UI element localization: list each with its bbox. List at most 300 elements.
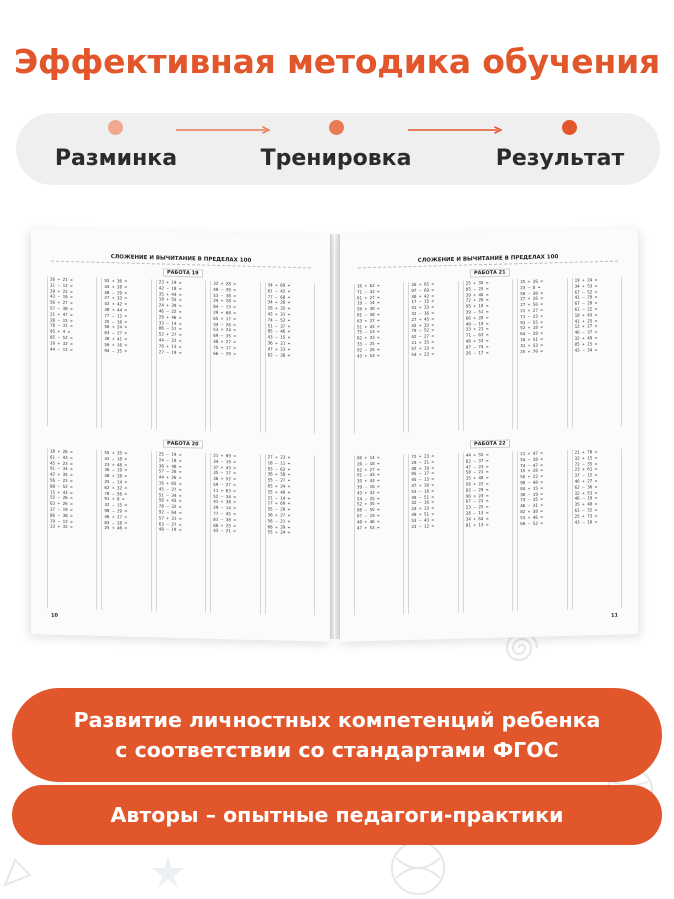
exercise-item: 51 – 37 = [267,322,291,329]
exercise-grid-top [47,276,315,433]
exercise-item: 27 – 19 = [158,348,182,355]
exercise-column [101,278,151,429]
step-label: Разминка [54,146,178,171]
left-page [31,228,331,642]
exercise-item: 34 + 53 = [574,282,598,289]
exercise-item: 52 + 27 = [158,331,182,338]
exercise-item: 27 + 23 = [267,454,291,460]
exercise-item: 46 – 19 = [574,495,598,502]
exercise-item: 94 – 35 = [104,347,128,354]
exercise-item: 44 – 22 = [158,337,182,343]
exercise-item: 45 – 27 = [158,486,182,492]
exercise-item: 45 – 13 = [411,476,435,483]
exercise-item: 35 + 48 = [465,475,489,481]
exercise-item: 38 + 44 = [104,306,128,313]
exercise-item: 23 – 8 = [520,284,541,290]
exercise-column [354,454,404,615]
exercise-item: 56 + 22 = [465,480,489,487]
exercise-item: 55 – 29 = [267,506,291,513]
exercise-item: 81 + 13 = [465,521,489,528]
banner-competencies [12,688,662,782]
exercise-item: 43 + 32 = [357,489,380,496]
exercise-column [572,276,622,427]
exercise-item: 19 + 24 = [574,277,598,283]
exercise-item: 17 + 69 = [267,500,291,507]
exercise-item: 84 – 13 = [213,304,236,310]
exercise-item: 46 + 53 = [465,337,489,344]
step-dot [562,120,577,135]
exercise-item: 59 – 27 = [213,481,236,488]
exercise-item: 56 + 43 = [158,497,182,504]
exercise-item: 25 + 46 = [267,489,291,495]
page-number: 10 [51,612,58,619]
exercise-item: 56 – 21 = [267,518,291,524]
exercise-item: 95 + 10 = [465,303,489,309]
exercise-item: 19 – 14 = [357,300,380,306]
exercise-item: 36 + 21 = [267,340,291,346]
exercise-item: 25 – 19 = [158,451,182,458]
exercise-item: 65 + 24 = [267,483,291,489]
exercise-item: 55 + 36 = [104,277,128,284]
exercise-item: 49 – 51 = [411,493,435,500]
exercise-item: 43 + 53 = [357,352,380,358]
exercise-grid-top [354,276,622,433]
exercise-item: 74 – 47 = [520,462,543,468]
pencil-doodle [0,840,50,890]
exercise-item: 32 + 28 = [213,280,236,287]
exercise-item: 46 + 27 = [574,478,598,484]
exercise-item: 55 – 26 = [50,494,73,501]
exercise-item: 41 + 33 = [411,304,435,311]
page-number: 11 [611,612,618,619]
exercise-item: 63 + 27 = [357,317,380,324]
exercise-item: 97 – 69 = [411,287,435,293]
exercise-item: 33 + 21 = [465,326,489,332]
exercise-item: 72 + 26 = [465,297,489,303]
exercise-item: 33 – 14 = [158,319,182,326]
exercise-item: 62 – 38 = [267,351,291,358]
exercise-grid-bottom [354,448,622,615]
exercise-column [408,453,458,614]
step-dot [108,120,123,135]
exercise-item: 26 + 35 = [267,305,291,312]
exercise-item: 36 + 52 = [213,476,236,482]
exercise-item: 61 – 32 = [574,507,598,513]
exercise-item: 52 + 18 = [520,324,543,331]
exercise-item: 86 – 38 = [50,512,73,518]
exercise-item: 91 – 43 = [357,472,380,478]
exercise-column [572,448,622,609]
exercise-item: 27 + 33 = [104,295,128,301]
exercise-item: 26 + 65 = [411,281,435,288]
exercise-item: 43 – 34 = [574,346,598,353]
exercise-item: 35 + 43 = [357,478,380,484]
exercise-column [156,451,206,612]
exercise-item: 56 + 27 = [50,299,73,306]
exercise-item: 55 – 27 = [267,477,291,484]
exercise-item: 48 + 28 = [104,473,128,479]
exercise-item: 37 + 43 = [213,464,236,471]
exercise-item: 25 + 73 = [574,512,598,519]
exercise-item: 61 – 22 = [574,306,598,312]
exercise-item: 48 + 19 = [411,465,435,471]
exercise-item: 25 – 16 = [104,318,128,325]
exercise-item: 38 – 19 = [520,491,543,497]
exercise-item: 29 + 68 = [213,309,236,316]
exercise-item: 23 – 25 = [465,504,489,510]
exercise-item: 85 – 46 = [267,328,291,335]
exercise-item: 84 + 15 = [520,485,543,491]
exercise-item: 11 + 63 = [213,487,236,494]
exercise-item: 26 + 21 = [50,276,73,283]
exercise-item: 39 + 46 = [465,291,489,298]
page-header: СЛОЖЕНИЕ И ВЫЧИТАНИЕ В ПРЕДЕЛАХ 100 [51,253,311,269]
exercise-item: 75 + 17 = [213,344,236,351]
exercise-item: 57 – 38 = [50,305,73,312]
exercise-item: 82 – 29 = [465,486,489,493]
exercise-item: 71 – 32 = [357,288,380,295]
exercise-item: 98 – 29 = [104,507,128,514]
exercise-item: 33 – 25 = [357,340,380,347]
exercise-item: 65 + 17 = [213,315,236,322]
exercise-item: 61 – 42 = [267,288,291,294]
exercise-item: 43 – 21 = [213,528,236,534]
exercise-item: 56 – 23 = [50,477,73,484]
exercise-item: 50 – 30 = [520,290,543,296]
exercise-item: 18 + 26 = [50,448,73,455]
headline: Эффективная методика обучения [13,42,660,81]
exercise-item: 48 + 46 = [357,518,380,525]
exercise-item: 16 + 62 = [357,282,380,289]
work-label: РАБОТА 21 [470,268,510,277]
exercise-item: 67 – 52 = [574,288,598,295]
exercise-item: 53 + 46 = [520,514,543,520]
exercise-item: 54 + 23 = [411,350,435,357]
exercise-item: 74 – 52 = [267,317,291,323]
step-label: Тренировка [260,146,412,171]
exercise-column [101,450,151,611]
exercise-item: 47 – 23 = [465,463,489,470]
exercise-item: 86 – 51 = [158,325,182,332]
exercise-item: 41 + 38 = [213,499,236,505]
exercise-item: 98 – 48 = [520,479,543,486]
exercise-item: 21 – 14 = [267,494,291,501]
step-warmup [16,113,216,185]
exercise-item: 71 – 23 = [520,313,543,319]
exercise-item: 66 – 29 = [213,350,236,356]
exercise-item: 46 – 37 = [574,329,598,335]
open-workbook [26,222,650,654]
exercise-item: 34 – 26 = [213,321,236,328]
exercise-item: 34 + 26 = [267,299,291,306]
exercise-item: 29 + 22 = [50,288,73,294]
exercise-item: 42 + 31 = [267,311,291,317]
exercise-item: 52 – 34 = [213,493,236,500]
exercise-item: 25 + 35 = [465,279,489,286]
exercise-item: 75 – 13 = [357,329,380,335]
exercise-item: 63 – 27 = [104,330,128,336]
exercise-item: 18 + 43 = [574,311,598,318]
exercise-item: 44 + 55 = [465,451,489,458]
exercise-item: 29 – 14 = [213,505,236,511]
exercise-item: 29 – 21 = [411,459,435,465]
exercise-item: 66 + 28 = [465,314,489,321]
exercise-item: 85 – 25 = [465,285,489,292]
exercise-item: 66 + 25 = [213,522,236,528]
exercise-item: 53 – 38 = [213,292,236,299]
work-label: РАБОТА 22 [470,439,510,448]
exercise-item: 92 – 64 = [158,509,182,515]
exercise-item: 85 – 52 = [50,334,73,341]
exercise-item: 31 + 53 = [520,342,543,348]
exercise-item: 28 – 15 = [50,317,73,323]
exercise-item: 23 + 61 = [574,466,598,473]
exercise-item: 73 – 35 = [520,496,543,503]
exercise-item: 61 + 27 = [357,294,380,301]
exercise-item: 55 + 35 = [104,449,128,456]
exercise-item: 57 + 13 = [411,345,435,351]
banner-authors [12,785,662,845]
step-label: Результат [495,146,625,171]
banner-text: Авторы – опытные педагоги-практики [110,803,564,827]
exercise-item: 47 + 23 = [267,346,291,352]
exercise-item: 35 – 17 = [213,470,236,476]
exercise-item: 23 + 19 = [158,279,182,286]
exercise-item: 34 + 64 = [465,515,489,522]
exercise-item: 77 – 45 = [213,510,236,517]
exercise-item: 18 – 11 = [267,460,291,466]
exercise-item: 21 + 47 = [520,450,543,457]
exercise-item: 23 + 48 = [104,461,128,468]
banner-line: с соответствии со стандартами ФГОС [115,738,559,762]
exercise-item: 19 + 32 = [50,340,73,346]
exercise-item: 88 – 55 = [357,507,380,513]
exercise-item: 56 + 24 = [104,324,128,330]
exercise-item: 51 + 43 = [357,323,380,330]
exercise-item: 68 + 29 = [267,523,291,530]
exercise-item: 24 – 18 = [158,457,182,463]
exercise-item: 88 – 52 = [50,483,73,489]
exercise-column [47,276,97,427]
exercise-item: 34 – 19 = [213,458,236,465]
exercise-item: 62 + 27 = [357,466,380,473]
exercise-item: 32 + 53 = [574,489,598,496]
exercise-item: 15 + 28 = [520,467,543,474]
exercise-item: 18 + 51 = [520,336,543,343]
exercise-item: 21 + 47 = [50,311,73,317]
exercise-item: 31 – 12 = [50,282,73,288]
exercise-item: 44 + 28 = [104,283,128,290]
exercise-item: 24 + 13 = [411,505,435,512]
exercise-item: 37 – 19 = [50,506,73,513]
exercise-item: 91 – 55 = [520,319,543,325]
exercise-column [408,281,458,432]
exercise-item: 47 + 38 = [411,482,435,488]
exercise-item: 72 + 23 = [411,453,435,460]
work-label: РАБОТА 20 [163,440,203,449]
exercise-item: 42 – 18 = [158,285,182,291]
exercise-item: 32 – 15 = [104,502,128,508]
page-header: СЛОЖЕНИЕ И ВЫЧИТАНИЕ В ПРЕДЕЛАХ 100 [358,253,618,269]
exercise-item: 41 – 29 = [574,294,598,301]
exercise-item: 92 – 26 = [357,346,380,353]
exercise-item: 78 – 56 = [104,490,128,497]
banner-line: Развитие личностных компетенций ребенка [73,708,601,732]
exercise-column [517,450,567,611]
steps-bar [16,113,660,185]
exercise-item: 21 + 78 = [574,449,598,455]
exercise-item: 62 – 36 = [574,483,598,490]
exercise-item: 35 + 44 = [158,291,182,297]
exercise-column [210,281,260,432]
exercise-item: 34 + 69 = [267,282,291,288]
exercise-item: 79 – 52 = [411,327,435,334]
exercise-item: 43 + 42 = [104,301,128,307]
exercise-item: 77 – 68 = [267,293,291,300]
exercise-item: 42 + 35 = [50,471,73,478]
exercise-column [265,282,315,433]
exercise-item: 43 + 33 = [411,321,435,328]
exercise-item: 41 + 25 = [574,317,598,324]
exercise-item: 48 – 19 = [158,526,182,533]
exercise-column [354,282,404,433]
exercise-item: 53 – 18 = [411,488,435,494]
exercise-item: 43 – 16 = [50,293,73,300]
exercise-item: 63 – 27 = [158,520,182,527]
right-page [338,228,638,642]
exercise-item: 79 – 12 = [50,518,73,524]
exercise-item: 60 – 52 = [520,520,543,526]
exercise-item: 36 + 27 = [267,512,291,518]
exercise-item: 52 + 35 = [357,501,380,507]
exercise-item: 48 – 29 = [104,289,128,296]
exercise-item: 46 + 27 = [104,513,128,520]
exercise-item: 57 + 31 = [158,515,182,521]
exercise-item: 36 – 19 = [104,467,128,473]
exercise-column [265,454,315,615]
exercise-item: 78 – 32 = [158,503,182,510]
exercise-item: 57 – 26 = [158,468,182,475]
exercise-item: 29 + 46 = [158,314,182,320]
exercise-item: 15 + 43 = [50,489,73,495]
exercise-item: 21 + 33 = [411,339,435,345]
exercise-item: 36 + 48 = [158,463,182,469]
exercise-item: 77 – 12 = [104,312,128,319]
exercise-item: 95 – 17 = [411,470,435,477]
exercise-item: 45 + 23 = [50,460,73,466]
book-spine [330,234,340,639]
exercise-item: 72 – 35 = [574,460,598,467]
exercise-item: 26 – 18 = [357,460,380,467]
exercise-item: 53 – 43 = [411,517,435,523]
exercise-item: 81 – 38 = [357,311,380,318]
exercise-item: 39 – 16 = [357,483,380,490]
exercise-item: 27 + 45 = [411,316,435,322]
work-label: РАБОТА 19 [163,269,203,278]
exercise-item: 78 – 31 = [50,322,73,329]
exercise-item: 24 + 39 = [158,302,182,309]
exercise-item: 43 – 15 = [267,334,291,341]
exercise-item: 87 – 74 = [465,343,489,350]
exercise-item: 93 – 63 = [267,465,291,472]
exercise-column [517,278,567,429]
exercise-item: 54 – 25 = [357,495,380,502]
exercise-item: 56 + 22 = [520,473,543,480]
exercise-item: 69 – 35 = [213,333,236,339]
exercise-item: 44 – 12 = [50,346,73,352]
exercise-item: 49 + 51 = [411,511,435,517]
exercise-item: 40 – 39 = [213,286,236,293]
exercise-item: 36 + 58 = [267,471,291,478]
exercise-item: 63 + 26 = [50,500,73,507]
exercise-column [463,451,513,612]
exercise-item: 58 – 21 = [465,469,489,475]
exercise-item: 71 – 63 = [465,332,489,338]
exercise-item: 17 – 15 = [411,298,435,305]
ball-doodle [388,838,448,898]
exercise-item: 96 + 23 = [465,492,489,499]
exercise-item: 56 + 16 = [104,341,128,348]
exercise-column [47,448,97,609]
exercise-item: 18 + 55 = [158,296,182,303]
exercise-item: 32 + 15 = [574,454,598,461]
exercise-item: 42 – 27 = [411,333,435,340]
exercise-item: 42 – 18 = [104,455,128,462]
exercise-item: 62 + 33 = [357,335,380,341]
exercise-item: 12 + 27 = [574,323,598,330]
exercise-item: 67 – 28 = [574,300,598,306]
exercise-item: 53 + 24 = [213,327,236,333]
exercise-column [463,279,513,430]
exercise-item: 35 + 48 = [574,501,598,507]
exercise-item: 62 + 32 = [104,484,128,491]
step-result [460,113,660,185]
exercise-column [156,279,206,430]
exercise-item: 55 + 24 = [267,529,291,536]
exercise-item: 32 – 16 = [411,310,435,316]
exercise-item: 48 + 42 = [411,293,435,299]
exercise-item: 21 + 69 = [213,452,236,459]
exercise-item: 48 + 27 = [213,338,236,345]
exercise-item: 27 + 56 = [520,301,543,308]
exercise-item: 25 + 70 = [520,348,543,354]
exercise-item: 67 – 19 = [357,512,380,519]
exercise-column [210,453,260,614]
exercise-item: 83 – 28 = [104,519,128,526]
exercise-item: 43 – 18 = [574,518,598,525]
star-doodle [148,852,188,892]
exercise-item: 25 – 14 = [104,478,128,485]
exercise-item: 32 – 16 = [411,499,435,506]
exercise-item: 44 + 26 = [158,474,182,481]
exercise-item: 21 + 27 = [520,307,543,314]
exercise-item: 76 + 13 = [158,343,182,349]
exercise-grid-bottom [47,448,315,615]
exercise-item: 25 + 40 = [104,525,128,531]
exercise-item: 38 + 41 = [104,335,128,342]
exercise-item: 47 + 53 = [357,524,380,530]
exercise-item: 54 – 38 = [520,456,543,462]
exercise-item: 24 + 28 = [213,298,236,304]
exercise-item: 46 – 31 = [520,502,543,509]
exercise-item: 37 – 15 = [574,472,598,478]
exercise-item: 32 + 49 = [574,335,598,341]
exercise-item: 28 – 13 = [465,509,489,516]
exercise-item: 95 + 4 = [50,328,71,335]
exercise-item: 80 + 14 = [357,454,380,461]
step-dot [329,120,344,135]
exercise-item: 26 – 17 = [465,349,489,356]
